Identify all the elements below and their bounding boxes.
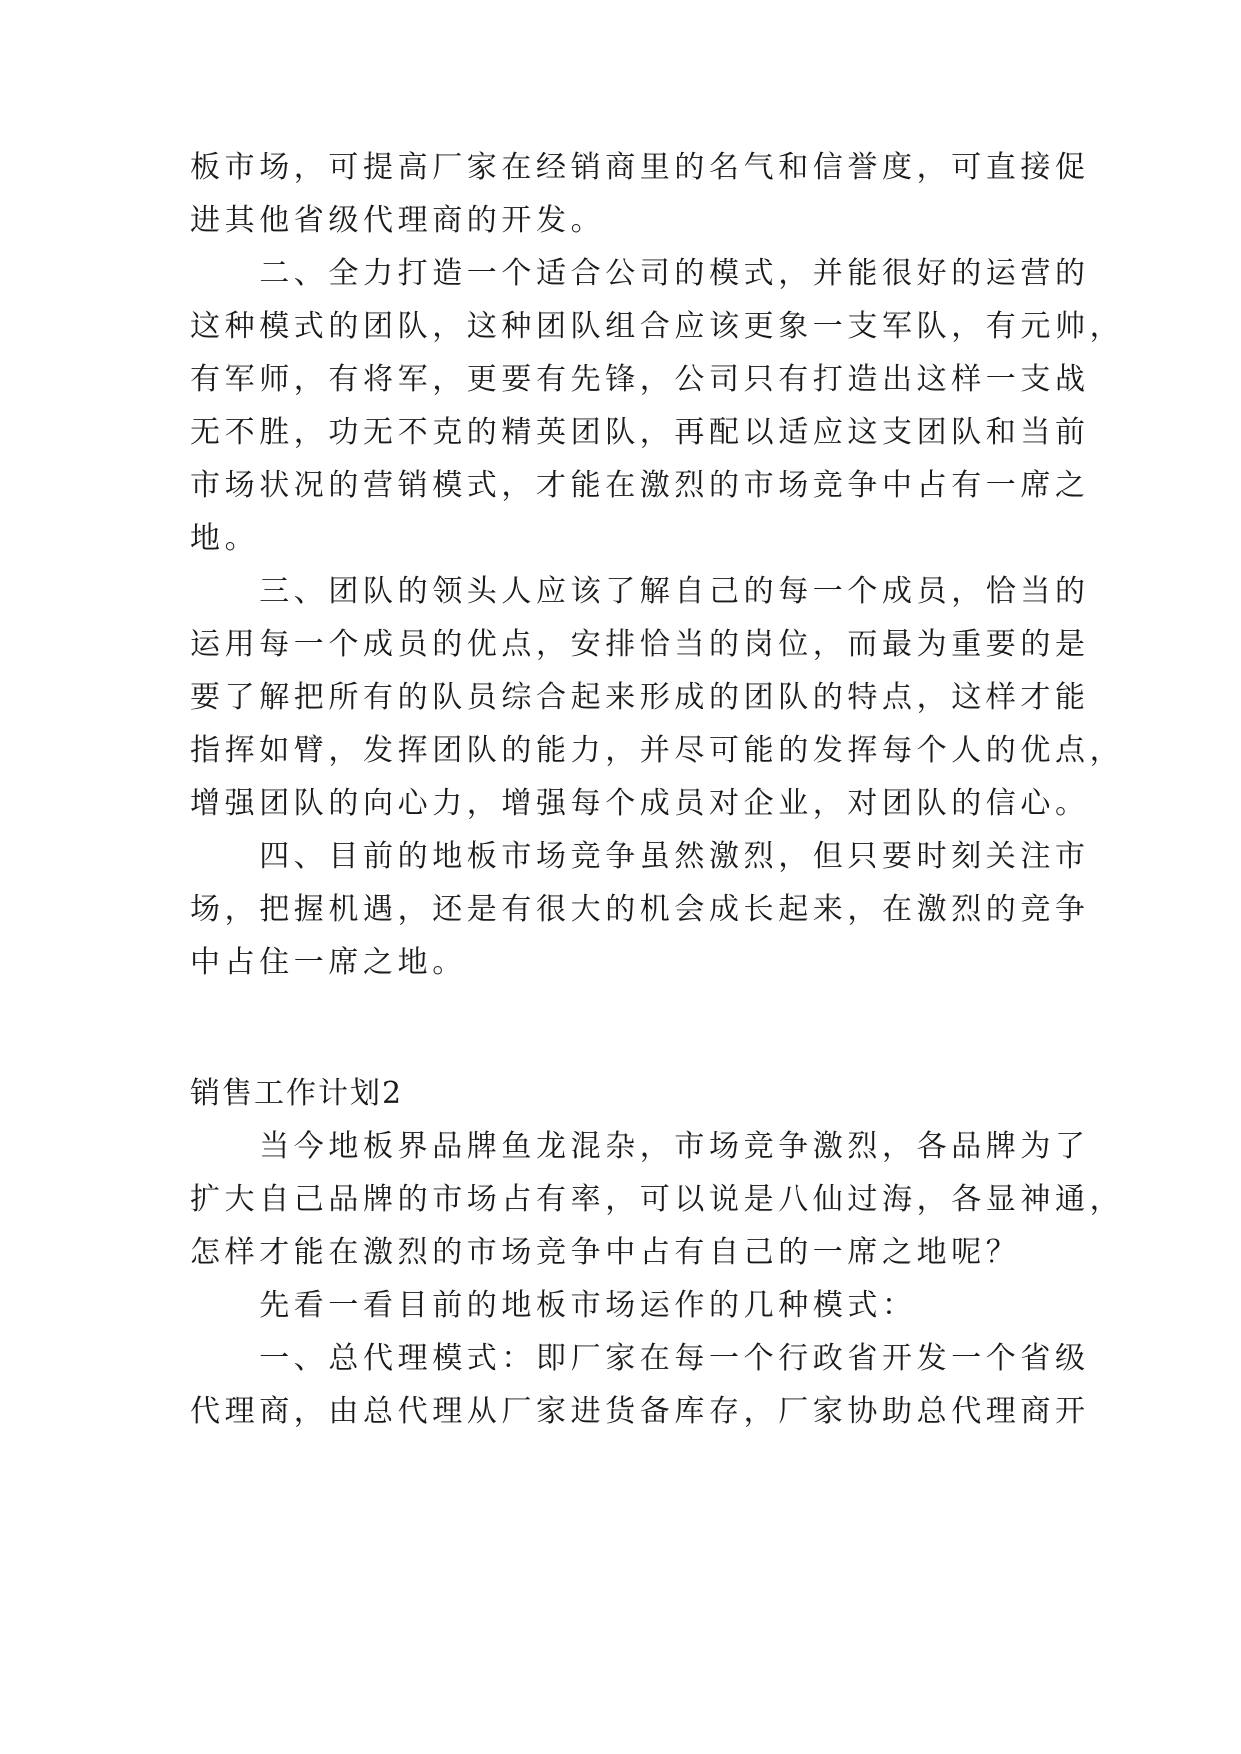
paragraph-line: 二、全力打造一个适合公司的模式，并能很好的运营的: [190, 256, 1090, 291]
paragraph-line: 市场状况的营销模式，才能在激烈的市场竞争中占有一席之: [190, 468, 1090, 503]
paragraph-line: 运用每一个成员的优点，安排恰当的岗位，而最为重要的是: [190, 627, 1090, 662]
paragraph-line: 三、团队的领头人应该了解自己的每一个成员，恰当的: [190, 574, 1090, 609]
section-heading: 销售工作计划2: [190, 1076, 404, 1111]
paragraph-line: 当今地板界品牌鱼龙混杂，市场竞争激烈，各品牌为了: [190, 1129, 1090, 1164]
paragraph-line: 指挥如臂，发挥团队的能力，并尽可能的发挥每个人的优点，: [190, 733, 1125, 768]
paragraph-line: 怎样才能在激烈的市场竞争中占有自己的一席之地呢？: [190, 1235, 1021, 1270]
paragraph-line: 一、总代理模式：即厂家在每一个行政省开发一个省级: [190, 1341, 1090, 1376]
paragraph-line: 无不胜，功无不克的精英团队，再配以适应这支团队和当前: [190, 415, 1090, 450]
paragraph-line: 要了解把所有的队员综合起来形成的团队的特点，这样才能: [190, 680, 1090, 715]
paragraph-line: 有军师，有将军，更要有先锋，公司只有打造出这样一支战: [190, 362, 1090, 397]
paragraph-line: 地。: [190, 521, 260, 556]
paragraph-line: 中占住一席之地。: [190, 945, 467, 980]
paragraph-line: 进其他省级代理商的开发。: [190, 203, 606, 238]
paragraph-line: 板市场，可提高厂家在经销商里的名气和信誉度，可直接促: [190, 150, 1090, 185]
paragraph-line: 增强团队的向心力，增强每个成员对企业，对团队的信心。: [190, 786, 1090, 821]
paragraph-line: 场，把握机遇，还是有很大的机会成长起来，在激烈的竞争: [190, 892, 1090, 927]
paragraph-line: 这种模式的团队，这种团队组合应该更象一支军队，有元帅，: [190, 309, 1125, 344]
paragraph-line: 代理商，由总代理从厂家进货备库存，厂家协助总代理商开: [190, 1394, 1090, 1429]
paragraph-line: 扩大自己品牌的市场占有率，可以说是八仙过海，各显神通，: [190, 1182, 1125, 1217]
paragraph-line: 先看一看目前的地板市场运作的几种模式：: [190, 1288, 917, 1323]
paragraph-line: 四、目前的地板市场竞争虽然激烈，但只要时刻关注市: [190, 839, 1090, 874]
